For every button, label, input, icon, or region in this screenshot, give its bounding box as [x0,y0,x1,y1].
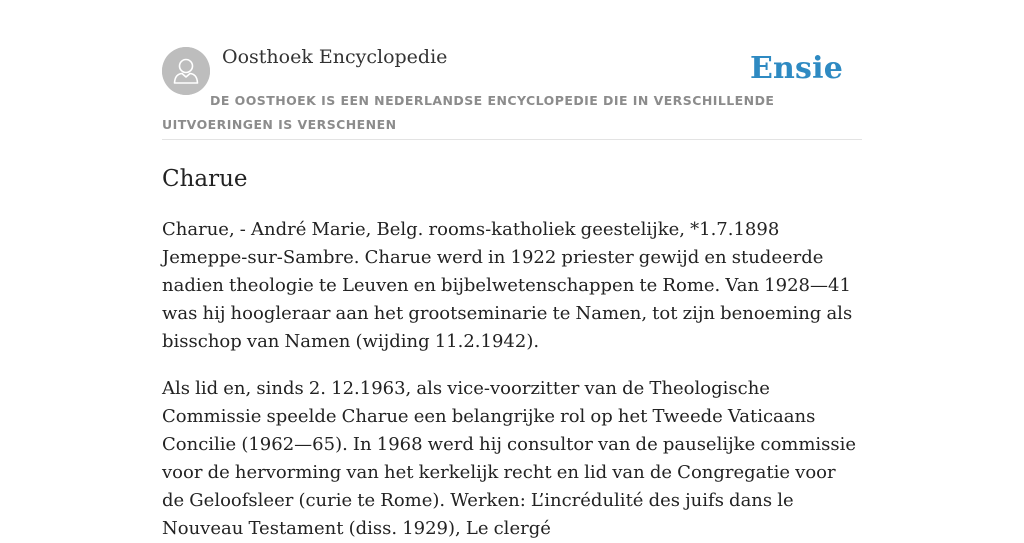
page [162,0,862,539]
user-silhouette-icon[interactable] [162,47,210,95]
source-header [162,0,862,140]
article-paragraph: Charue, - André Marie, Belg. rooms-katholiek geestelijke, *1.7.1898 Jemeppe-sur-Sambre. Charue werd in 1922 priester gewijd en studeerde nadien theologie te Leuven en bijbelwetenschappen te Rome. Van 1928—41 was hij hoogleraar aan het grootseminarie te Namen, tot zijn benoeming als bisschop van Namen (wijding 11.2.1942). [162,219,853,352]
ensie-logo-link[interactable]: Ensie [749,51,843,86]
article-paragraph: Als lid en, sinds 2. 12.1963, als vice-voorzitter van de Theologische Commissie speelde Charue een belangrijke rol op het Tweede Vaticaans Concilie (1962—65). In 1968 werd hij consultor van de pauselijke commissie voor de hervorming van het kerkelijk recht en lid van de Congregatie voor de Geloofsleer (curie te Rome). Werken: L’incrédulité des juifs dans le Nouveau Testament (diss. 1929), Le clergé [162,378,857,539]
source-name-link[interactable]: Oosthoek Encyclopedie [222,46,448,68]
article-title: Charue [162,166,248,192]
source-description: DE OOSTHOEK IS EEN NEDERLANDSE ENCYCLOPEDIE DIE IN VERSCHILLENDE UITVOERINGEN IS VERSCHENEN [162,93,775,132]
